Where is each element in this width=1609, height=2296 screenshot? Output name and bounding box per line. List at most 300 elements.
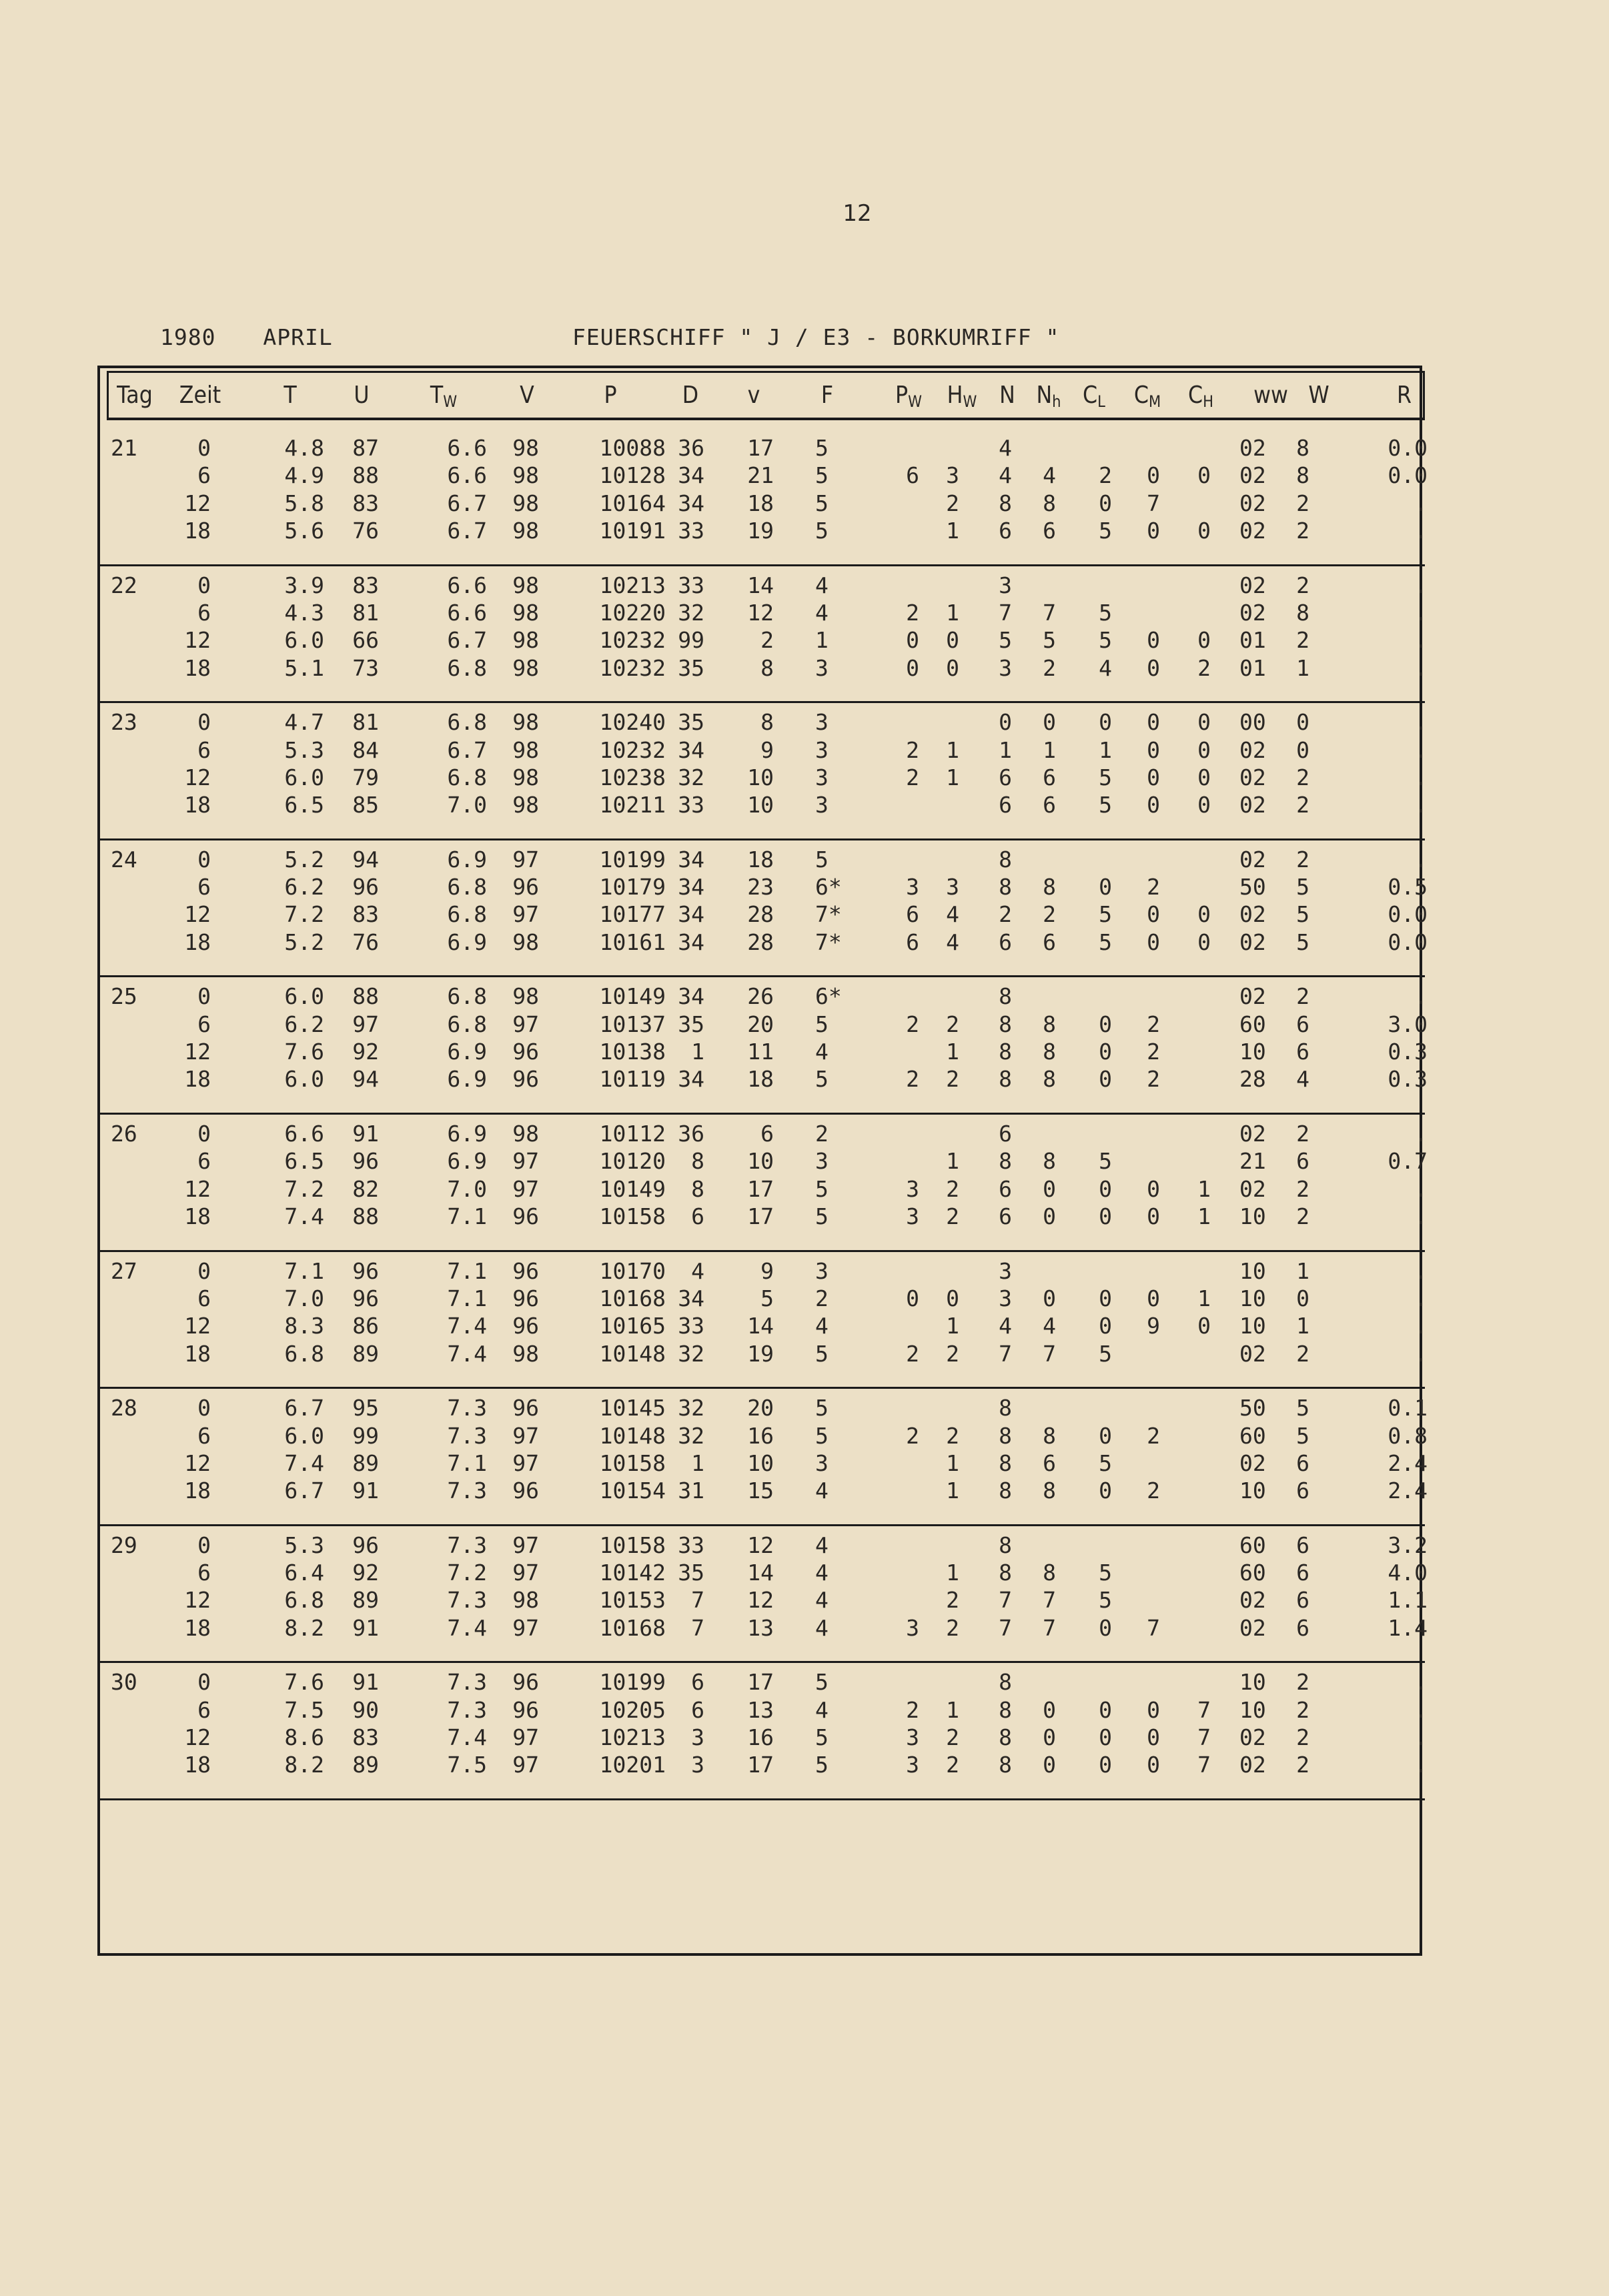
cell-v: 96 [512,1066,539,1093]
cell-v: 14 [747,1560,774,1586]
cell-cm: 2 [1147,874,1160,901]
cell-v: 97 [512,1560,539,1586]
cell-u: 91 [352,1478,379,1504]
cell-cl: 5 [1099,1450,1112,1476]
cell-v: 14 [747,572,774,598]
cell-u: 86 [352,1313,379,1339]
cell-w: 0 [1296,736,1309,763]
cell-v: 13 [747,1696,774,1723]
cell-cm: 0 [1147,929,1160,955]
cell-d: 32 [678,1340,704,1367]
cell-n: 4 [999,462,1012,489]
cell-f: 6* [815,874,842,901]
cell-p: 10199 [599,846,666,873]
cell-p: 10170 [599,1257,666,1284]
cell-f: 4 [815,599,829,626]
cell-d: 6 [691,1203,704,1229]
cell-n: 2 [999,901,1012,928]
cell-zeit: 18 [184,1614,211,1641]
cell-w: 2 [1296,572,1309,598]
cell-r: . [1414,490,1428,516]
cell-v: 11 [747,1039,774,1065]
column-header-ww [1247,379,1294,412]
cell-zeit: 6 [197,1422,211,1449]
cell-v: 96 [512,1203,539,1229]
column-subscript: W [443,392,458,411]
cell-f: 5 [815,1175,829,1202]
column-label: v [747,382,760,409]
cell-u: 76 [352,929,379,955]
cell-p: 10158 [599,1450,666,1476]
cell-p: 10177 [599,901,666,928]
cell-n: 8 [999,846,1012,873]
cell-v: 97 [512,1532,539,1558]
cell-t: 6.0 [284,1066,324,1093]
cell-ch: 7 [1197,1696,1211,1723]
cell-ch: 0 [1197,1313,1211,1339]
cell-p: 10112 [599,1121,666,1147]
cell-hw: 0 [946,654,959,681]
column-header-cl [1073,379,1115,412]
cell-ww: 01 [1239,654,1266,681]
cell-v: 14 [747,1313,774,1339]
cell-zeit: 12 [184,627,211,654]
cell-hw: 2 [946,1066,959,1093]
cell-ch: 0 [1197,709,1211,736]
cell-u: 97 [352,1011,379,1037]
cell-cm: 0 [1147,627,1160,654]
cell-n: 7 [999,1587,1012,1614]
cell-d: 34 [678,1285,704,1311]
cell-p: 10088 [599,435,666,461]
cell-w: 0 [1296,1285,1309,1311]
cell-r: . [1414,517,1428,544]
day-label: 30 [111,1669,137,1696]
cell-n: 8 [999,1478,1012,1504]
day-divider [100,1113,1425,1115]
cell-d: 7 [691,1614,704,1641]
column-header-cm [1125,379,1170,412]
cell-cl: 0 [1099,1175,1112,1202]
cell-zeit: 12 [184,1587,211,1614]
cell-u: 89 [352,1450,379,1476]
day-label: 26 [111,1121,137,1147]
column-header-v [736,379,772,412]
cell-hw: 1 [946,1560,959,1586]
cell-p: 10161 [599,929,666,955]
cell-cm: 0 [1147,1752,1160,1778]
cell-f: 3 [815,792,829,818]
column-label: R [1396,382,1412,409]
cell-t: 6.7 [284,1478,324,1504]
cell-tw: 6.9 [447,1121,487,1147]
cell-tw: 6.7 [447,490,487,516]
cell-tw: 7.0 [447,792,487,818]
cell-u: 83 [352,901,379,928]
cell-r: . [1414,1121,1428,1147]
cell-n: 8 [999,1669,1012,1696]
cell-nh: 0 [1043,1752,1056,1778]
cell-r: . [1414,572,1428,598]
cell-ww: 21 [1239,1148,1266,1175]
cell-v: 17 [747,1669,774,1696]
cell-p: 10120 [599,1148,666,1175]
cell-d: 33 [678,572,704,598]
cell-v: 8 [760,709,774,736]
cell-v: 98 [512,627,539,654]
cell-v: 10 [747,1450,774,1476]
cell-cl: 5 [1099,1340,1112,1367]
cell-hw: 2 [946,1011,959,1037]
cell-p: 10168 [599,1285,666,1311]
cell-tw: 7.0 [447,1175,487,1202]
cell-p: 10148 [599,1340,666,1367]
cell-u: 99 [352,1422,379,1449]
cell-r: . [1414,654,1428,681]
column-label: Tag [117,382,153,409]
cell-t: 7.4 [284,1450,324,1476]
cell-f: 5 [815,846,829,873]
cell-pw: 3 [906,1614,919,1641]
column-header-hw [936,379,987,412]
cell-ww: 02 [1239,1752,1266,1778]
cell-f: 4 [815,1532,829,1558]
cell-ww: 02 [1239,1450,1266,1476]
cell-v: 98 [512,572,539,598]
cell-r: . [1414,846,1428,873]
cell-f: 4 [815,1560,829,1586]
cell-r: . [1414,792,1428,818]
cell-cl: 5 [1099,792,1112,818]
cell-p: 10238 [599,764,666,790]
cell-r: 1.4 [1388,1614,1428,1641]
cell-cm: 2 [1147,1422,1160,1449]
cell-n: 4 [999,435,1012,461]
cell-v: 13 [747,1614,774,1641]
cell-cl: 1 [1099,736,1112,763]
cell-ww: 02 [1239,764,1266,790]
cell-tw: 6.9 [447,929,487,955]
cell-v: 16 [747,1724,774,1750]
cell-hw: 2 [946,1175,959,1202]
cell-ww: 10 [1239,1039,1266,1065]
cell-cl: 0 [1099,709,1112,736]
cell-cl: 0 [1099,1696,1112,1723]
cell-nh: 4 [1043,462,1056,489]
cell-u: 83 [352,1724,379,1750]
cell-tw: 7.2 [447,1560,487,1586]
cell-d: 4 [691,1257,704,1284]
cell-ch: 1 [1197,1175,1211,1202]
day-label: 29 [111,1532,137,1558]
cell-r: . [1414,764,1428,790]
table-bottom-divider [100,1798,1425,1800]
cell-hw: 0 [946,627,959,654]
cell-v: 98 [512,1340,539,1367]
cell-ch: 1 [1197,1285,1211,1311]
cell-v: 96 [512,1313,539,1339]
cell-n: 7 [999,1614,1012,1641]
cell-n: 8 [999,983,1012,1010]
cell-n: 3 [999,1257,1012,1284]
cell-w: 0 [1296,709,1309,736]
cell-zeit: 6 [197,462,211,489]
cell-w: 6 [1296,1148,1309,1175]
cell-w: 2 [1296,490,1309,516]
cell-n: 6 [999,1203,1012,1229]
cell-v: 98 [512,517,539,544]
cell-cl: 0 [1099,1066,1112,1093]
cell-f: 5 [815,1203,829,1229]
cell-r: . [1414,1752,1428,1778]
cell-zeit: 18 [184,654,211,681]
cell-t: 7.2 [284,1175,324,1202]
cell-f: 3 [815,1450,829,1476]
cell-u: 88 [352,1203,379,1229]
cell-ch: 7 [1197,1724,1211,1750]
cell-ww: 02 [1239,517,1266,544]
page-number: 12 [843,200,872,227]
column-subscript: W [963,392,977,411]
cell-d: 31 [678,1478,704,1504]
cell-u: 94 [352,1066,379,1093]
cell-n: 3 [999,1285,1012,1311]
cell-r: . [1414,1669,1428,1696]
cell-cl: 0 [1099,490,1112,516]
cell-t: 6.4 [284,1560,324,1586]
cell-f: 5 [815,462,829,489]
cell-p: 10149 [599,1175,666,1202]
cell-nh: 7 [1043,599,1056,626]
cell-f: 5 [815,1422,829,1449]
cell-n: 8 [999,1724,1012,1750]
cell-v: 18 [747,1066,774,1093]
cell-cl: 0 [1099,1614,1112,1641]
cell-u: 85 [352,792,379,818]
cell-p: 10128 [599,462,666,489]
cell-p: 10149 [599,983,666,1010]
cell-d: 6 [691,1669,704,1696]
day-divider [100,1387,1425,1389]
day-divider [100,838,1425,840]
cell-t: 8.3 [284,1313,324,1339]
cell-r: 1.1 [1388,1587,1428,1614]
cell-zeit: 12 [184,901,211,928]
cell-zeit: 0 [197,1121,211,1147]
cell-ch: 0 [1197,792,1211,818]
cell-cl: 5 [1099,929,1112,955]
cell-tw: 6.8 [447,874,487,901]
cell-cl: 0 [1099,1011,1112,1037]
cell-tw: 7.3 [447,1587,487,1614]
cell-r: . [1414,1175,1428,1202]
cell-zeit: 12 [184,1039,211,1065]
column-label: W [1308,382,1329,409]
cell-w: 6 [1296,1478,1309,1504]
cell-nh: 8 [1043,1560,1056,1586]
sheet-title [160,324,1060,350]
cell-cl: 5 [1099,1587,1112,1614]
cell-w: 2 [1296,1121,1309,1147]
cell-w: 6 [1296,1039,1309,1065]
cell-v: 98 [512,654,539,681]
cell-pw: 0 [906,654,919,681]
cell-ww: 02 [1239,599,1266,626]
cell-d: 8 [691,1175,704,1202]
column-header-n [995,379,1021,412]
cell-nh: 6 [1043,1450,1056,1476]
cell-w: 2 [1296,1752,1309,1778]
cell-v: 28 [747,901,774,928]
cell-zeit: 0 [197,572,211,598]
cell-cm: 2 [1147,1066,1160,1093]
cell-pw: 3 [906,874,919,901]
cell-u: 83 [352,572,379,598]
cell-w: 2 [1296,1724,1309,1750]
cell-ww: 02 [1239,983,1266,1010]
cell-pw: 2 [906,764,919,790]
cell-hw: 2 [946,1340,959,1367]
cell-t: 7.1 [284,1257,324,1284]
cell-v: 96 [512,1478,539,1504]
cell-zeit: 18 [184,1478,211,1504]
cell-zeit: 18 [184,1340,211,1367]
cell-cl: 5 [1099,1560,1112,1586]
cell-pw: 2 [906,599,919,626]
cell-n: 3 [999,654,1012,681]
cell-t: 7.5 [284,1696,324,1723]
cell-nh: 6 [1043,764,1056,790]
cell-r: 0.0 [1388,901,1428,928]
cell-p: 10142 [599,1560,666,1586]
cell-u: 90 [352,1696,379,1723]
cell-v: 97 [512,1724,539,1750]
day-divider [100,1524,1425,1526]
cell-hw: 4 [946,929,959,955]
cell-zeit: 0 [197,709,211,736]
cell-v: 97 [512,1450,539,1476]
cell-d: 34 [678,1066,704,1093]
cell-hw: 2 [946,1587,959,1614]
cell-f: 5 [815,1395,829,1421]
cell-tw: 7.4 [447,1313,487,1339]
cell-hw: 0 [946,1285,959,1311]
cell-nh: 2 [1043,654,1056,681]
cell-hw: 1 [946,736,959,763]
cell-n: 8 [999,1532,1012,1558]
cell-f: 5 [815,1066,829,1093]
cell-f: 3 [815,654,829,681]
cell-p: 10201 [599,1752,666,1778]
cell-cm: 0 [1147,1203,1160,1229]
cell-cm: 0 [1147,517,1160,544]
cell-hw: 1 [946,517,959,544]
month: APRIL [263,324,333,350]
cell-tw: 7.1 [447,1450,487,1476]
cell-ww: 01 [1239,627,1266,654]
cell-nh: 4 [1043,1313,1056,1339]
cell-v: 26 [747,983,774,1010]
column-label: T [430,382,444,409]
column-header-p [590,379,631,412]
cell-pw: 3 [906,1203,919,1229]
cell-p: 10211 [599,792,666,818]
cell-tw: 7.3 [447,1669,487,1696]
cell-nh: 8 [1043,1066,1056,1093]
cell-nh: 1 [1043,736,1056,763]
cell-tw: 7.3 [447,1395,487,1421]
cell-ww: 28 [1239,1066,1266,1093]
column-subscript: H [1203,392,1214,411]
cell-ww: 02 [1239,792,1266,818]
cell-cl: 5 [1099,627,1112,654]
cell-d: 32 [678,599,704,626]
cell-t: 6.0 [284,627,324,654]
cell-v: 17 [747,1175,774,1202]
cell-tw: 6.9 [447,1148,487,1175]
cell-tw: 7.4 [447,1614,487,1641]
cell-u: 83 [352,490,379,516]
cell-u: 88 [352,462,379,489]
cell-d: 32 [678,1422,704,1449]
column-header-tag [111,379,158,412]
cell-v: 97 [512,1148,539,1175]
cell-tw: 6.7 [447,736,487,763]
column-label: C [1187,382,1203,409]
cell-u: 96 [352,874,379,901]
cell-nh: 7 [1043,1587,1056,1614]
cell-r: . [1414,1696,1428,1723]
cell-f: 1 [815,627,829,654]
cell-n: 4 [999,1313,1012,1339]
cell-nh: 8 [1043,1148,1056,1175]
cell-w: 6 [1296,1587,1309,1614]
cell-r: . [1414,1257,1428,1284]
cell-d: 32 [678,1395,704,1421]
cell-f: 4 [815,1039,829,1065]
cell-t: 6.5 [284,1148,324,1175]
cell-zeit: 12 [184,764,211,790]
cell-f: 7* [815,929,842,955]
cell-ww: 02 [1239,1121,1266,1147]
column-header-nh [1028,379,1069,412]
cell-zeit: 18 [184,929,211,955]
cell-f: 5 [815,1724,829,1750]
cell-p: 10232 [599,627,666,654]
cell-r: 0.5 [1388,874,1428,901]
column-header-w [1304,379,1333,412]
cell-cm: 2 [1147,1478,1160,1504]
cell-ww: 02 [1239,1175,1266,1202]
cell-w: 8 [1296,435,1309,461]
cell-hw: 1 [946,1039,959,1065]
cell-zeit: 0 [197,1669,211,1696]
cell-p: 10232 [599,654,666,681]
column-header-pw [883,379,934,412]
cell-n: 8 [999,1696,1012,1723]
cell-hw: 3 [946,462,959,489]
cell-v: 97 [512,901,539,928]
cell-r: 2.4 [1388,1478,1428,1504]
cell-p: 10220 [599,599,666,626]
cell-n: 8 [999,1422,1012,1449]
cell-d: 34 [678,736,704,763]
cell-d: 34 [678,462,704,489]
station-name: FEUERSCHIFF " J / E3 - BORKUMRIFF " [572,324,1060,350]
cell-v: 98 [512,736,539,763]
cell-n: 5 [999,627,1012,654]
cell-tw: 6.9 [447,1066,487,1093]
